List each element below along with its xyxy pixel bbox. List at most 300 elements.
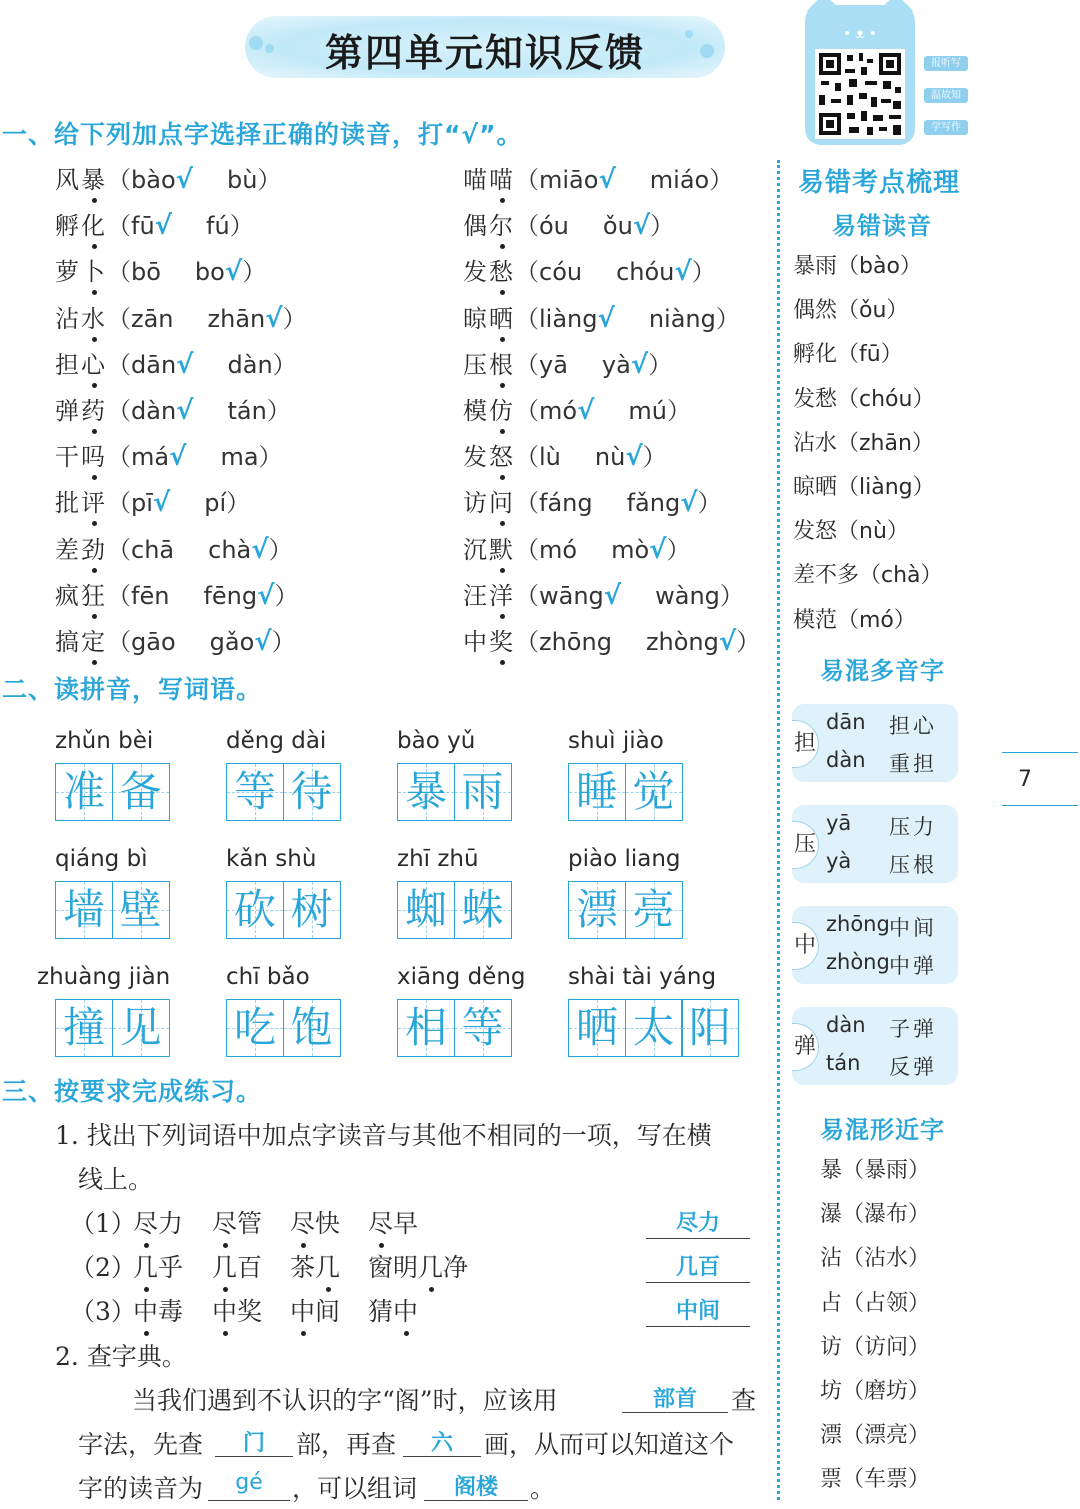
written-char: 撞	[62, 1003, 105, 1052]
reading-row	[55, 160, 281, 195]
option-b: zhān	[207, 304, 266, 333]
tick-mark: √	[603, 580, 622, 611]
word-char-dotted: 问	[489, 483, 515, 518]
word-char-dotted: 愁	[489, 252, 515, 287]
char-cell	[625, 881, 683, 939]
word-char-1: 晾	[463, 304, 489, 333]
q1-item-label: （1）	[70, 1209, 136, 1238]
option-b: fǎng	[626, 489, 681, 518]
paren-open: （	[107, 212, 131, 241]
word-rest: 乎	[158, 1253, 184, 1282]
reading-word	[463, 212, 515, 240]
option-a: fū	[131, 212, 155, 241]
option-b: mò	[611, 535, 650, 564]
paren-open: （	[515, 443, 539, 472]
option-b: chà	[208, 535, 252, 564]
q1-word	[212, 1292, 262, 1328]
word-char-1: 模	[463, 397, 489, 425]
word-char-1: 干	[55, 443, 81, 472]
reading-word	[463, 258, 515, 286]
written-char: 墙	[62, 885, 105, 934]
word-char-dotted: 心	[81, 345, 107, 380]
polyphone-card	[792, 906, 958, 984]
reading-word	[463, 489, 515, 517]
paren-open: （	[107, 166, 131, 194]
paren-close: ）	[719, 581, 744, 610]
written-char: 觉	[632, 767, 675, 816]
paren-open: （	[107, 397, 131, 425]
dotted-char: 几	[418, 1248, 443, 1284]
reading-item: 暴雨（bào）	[793, 254, 922, 279]
paren-close: ）	[242, 258, 267, 287]
word-char-1: 沾	[55, 304, 81, 333]
word-rest: 毒	[158, 1297, 184, 1326]
option-a: má	[131, 443, 170, 472]
char-boxes	[226, 763, 341, 821]
reading-row	[55, 576, 298, 611]
written-char: 漂	[575, 885, 618, 934]
written-char: 饱	[290, 1003, 333, 1052]
word-2: 中弹	[889, 954, 937, 978]
pinyin-label: chī bǎo	[226, 964, 310, 990]
char-cell	[681, 999, 739, 1057]
char-cell	[112, 999, 170, 1057]
pinyin-label: xiāng děng	[397, 964, 526, 990]
similar-char-item: 漂（漂亮）	[820, 1423, 931, 1449]
reading-row	[55, 299, 307, 334]
q2-line2-text-c: 画，从而可以知道这个	[484, 1430, 735, 1459]
word-char-1: 汪	[463, 581, 489, 610]
reading-row	[55, 391, 291, 426]
word-char-1: 担	[55, 350, 81, 379]
option-a: lù	[539, 443, 561, 472]
option-a: chā	[131, 535, 175, 564]
reading-word	[463, 582, 515, 610]
word-char-dotted: 尔	[489, 206, 515, 241]
q1-word	[133, 1248, 183, 1284]
written-char: 阳	[688, 1003, 731, 1052]
paren-close: ）	[266, 397, 291, 425]
tick-mark: √	[257, 580, 275, 611]
word-char-1: 疯	[55, 581, 81, 610]
q1-word	[290, 1204, 340, 1240]
pinyin-2: zhòng	[826, 950, 890, 974]
reading-item: 模范（mó）	[793, 607, 916, 633]
q1-answer: 几百	[646, 1250, 750, 1283]
reading-word	[55, 628, 107, 656]
tick-mark: √	[598, 165, 616, 195]
char-cell	[397, 881, 455, 939]
pinyin-1: zhōng	[826, 912, 890, 936]
word-char-dotted: 评	[81, 483, 107, 518]
tick-mark: √	[152, 488, 171, 519]
similar-char-item: 票（车票）	[820, 1467, 931, 1493]
dotted-char: 尽	[212, 1204, 237, 1240]
paren-open: （	[515, 535, 539, 564]
pinyin-label: shài tài yáng	[568, 964, 717, 990]
polyphone-card	[792, 1007, 958, 1085]
reading-row	[55, 206, 254, 241]
section2-heading: 二、读拼音，写词语。	[2, 675, 263, 704]
word-rest: 净	[443, 1253, 469, 1282]
reading-row	[55, 437, 283, 472]
reading-word	[463, 443, 515, 471]
section1-heading: 一、给下列加点字选择正确的读音，打“√”。	[2, 120, 523, 149]
q2-line2-text-b: 部，再查	[296, 1430, 397, 1459]
page-number: 7	[1002, 752, 1078, 806]
tick-mark: √	[176, 396, 194, 426]
paren-open: （	[107, 258, 131, 287]
tick-mark: √	[680, 488, 698, 519]
char-cell	[397, 999, 455, 1057]
char-boxes	[397, 999, 512, 1057]
option-a: fēn	[131, 581, 170, 610]
word-2: 重担	[889, 752, 937, 776]
char-boxes	[568, 999, 739, 1057]
dotted-char: 猜	[368, 1297, 394, 1326]
tick-mark: √	[176, 349, 194, 380]
polyphone-char: 中	[792, 922, 819, 970]
tick-mark: √	[649, 534, 667, 565]
polyphone-char: 弹	[792, 1023, 819, 1071]
written-char: 备	[119, 767, 162, 816]
written-char: 树	[290, 885, 333, 934]
char-cell	[454, 763, 512, 821]
paren-open: （	[515, 581, 539, 610]
q2-line3-text-c: 。	[530, 1474, 556, 1503]
page-header	[245, 8, 725, 86]
paren-close: ）	[282, 304, 307, 333]
reading-item: 发怒（nù）	[793, 519, 909, 545]
tick-mark: √	[630, 349, 649, 380]
paren-open: （	[515, 397, 539, 425]
tick-mark: √	[169, 442, 187, 473]
reading-word	[55, 489, 107, 517]
reading-word	[55, 305, 107, 333]
paren-open: （	[107, 628, 131, 656]
qr-code[interactable]	[815, 49, 905, 139]
reading-row	[55, 345, 297, 380]
q2-line1-text-b: 查	[731, 1386, 757, 1415]
option-b: mú	[628, 397, 667, 425]
paren-close: ）	[226, 489, 251, 518]
reading-word	[55, 212, 107, 240]
word-char-1: 喵	[463, 166, 489, 194]
q1-word	[133, 1204, 183, 1240]
reading-word	[463, 166, 515, 194]
char-cell	[283, 999, 341, 1057]
dotted-char: 窗明	[368, 1253, 419, 1282]
paren-close: ）	[667, 397, 691, 425]
word-char-dotted: 定	[81, 622, 107, 657]
word-char-1: 弹	[55, 397, 81, 425]
option-a: miāo	[539, 166, 599, 194]
bear-ear-left	[806, 0, 843, 30]
option-b: fēng	[203, 581, 258, 610]
option-a: fáng	[539, 489, 593, 518]
written-char: 砍	[233, 885, 276, 934]
q2-answer-strokes: 六	[403, 1426, 481, 1457]
reading-row	[463, 483, 722, 518]
word-char-1: 访	[463, 489, 489, 518]
similar-char-item: 坊（磨坊）	[820, 1379, 931, 1404]
dotted-char: 中	[212, 1292, 237, 1328]
written-char: 亮	[632, 885, 675, 934]
reading-row	[463, 576, 744, 611]
dotted-char: 中	[290, 1292, 315, 1328]
word-char-dotted: 洋	[489, 576, 515, 611]
reading-row	[463, 160, 733, 195]
word-char-dotted: 根	[489, 345, 515, 380]
polyphone-char: 压	[792, 821, 819, 869]
written-char: 等	[233, 767, 276, 816]
tick-mark: √	[175, 165, 193, 195]
written-char: 准	[62, 767, 105, 816]
reading-item: 偶然（ǒu）	[793, 298, 909, 324]
word-char-1: 萝	[55, 258, 81, 287]
option-a: pī	[131, 489, 153, 518]
option-a: mó	[539, 535, 578, 564]
q2-line3-text-a: 字的读音为	[78, 1474, 204, 1503]
q1-answer: 中间	[646, 1294, 750, 1327]
tick-mark: √	[251, 534, 269, 565]
char-cell	[625, 763, 683, 821]
reading-item: 差不多（chà）	[793, 563, 943, 589]
char-cell	[568, 881, 626, 939]
pinyin-label: shuì jiào	[568, 728, 664, 754]
word-char-1: 发	[463, 443, 489, 472]
dotted-char: 中	[133, 1292, 158, 1328]
word-rest: 快	[315, 1209, 341, 1238]
tick-mark: √	[577, 396, 595, 426]
word-1: 压力	[889, 815, 937, 839]
q1-word	[212, 1248, 262, 1284]
word-char-1: 搞	[55, 628, 81, 656]
q1-word	[368, 1292, 418, 1328]
sidebar-title: 易错考点梳理	[798, 168, 961, 198]
word-2: 反弹	[889, 1055, 937, 1079]
q1-answer: 尽力	[646, 1206, 750, 1239]
option-a: cóu	[539, 258, 583, 287]
char-cell	[226, 999, 284, 1057]
char-cell	[454, 881, 512, 939]
char-cell	[112, 763, 170, 821]
word-rest: 早	[393, 1209, 419, 1238]
paren-open: （	[515, 304, 539, 333]
written-char: 见	[119, 1003, 162, 1052]
word-char-dotted: 默	[489, 530, 515, 565]
word-char-dotted: 奖	[489, 622, 515, 657]
char-cell	[283, 763, 341, 821]
char-cell	[454, 999, 512, 1057]
written-char: 雨	[461, 767, 504, 816]
option-b: dàn	[227, 350, 273, 379]
word-char-1: 压	[463, 350, 489, 379]
option-a: dàn	[131, 397, 177, 425]
paren-close: ）	[650, 212, 675, 241]
dotted-char: 尽	[133, 1204, 158, 1240]
dotted-char: 几	[212, 1248, 237, 1284]
word-rest: 奖	[237, 1297, 263, 1326]
paren-close: ）	[268, 535, 293, 564]
option-b: ǒu	[602, 212, 633, 241]
reading-word	[463, 536, 515, 564]
written-char: 吃	[233, 1003, 276, 1052]
option-a: wāng	[539, 581, 604, 610]
polyphone-card	[792, 704, 958, 782]
reading-item: 发愁（chóu）	[793, 386, 935, 412]
word-char-dotted: 药	[81, 391, 107, 426]
option-b: yà	[601, 350, 631, 379]
polyphone-char: 担	[792, 720, 819, 768]
pinyin-label: zhuàng jiàn	[37, 964, 171, 990]
option-b: zhòng	[645, 628, 719, 656]
word-char-dotted: 水	[81, 299, 107, 334]
char-boxes	[55, 999, 170, 1057]
reading-row	[463, 345, 672, 380]
option-b: wàng	[655, 581, 720, 610]
bear-face-icon: • ᴥ •	[843, 26, 877, 42]
paren-close: ）	[715, 304, 740, 333]
similar-char-item: 访（访问）	[820, 1334, 931, 1360]
written-char: 蜘	[404, 885, 447, 934]
char-boxes	[568, 881, 683, 939]
q2-answer-pinyin: gé	[208, 1470, 290, 1501]
reading-row	[55, 530, 293, 565]
dotted-char: 中	[393, 1292, 418, 1328]
written-char: 太	[632, 1003, 675, 1052]
option-a: gāo	[131, 628, 176, 656]
similar-char-item: 占（占领）	[820, 1290, 931, 1316]
word-rest: 间	[315, 1297, 341, 1326]
char-cell	[568, 763, 626, 821]
dotted-char: 几	[133, 1248, 158, 1284]
char-cell	[55, 881, 113, 939]
pinyin-2: dàn	[826, 748, 866, 772]
page-title: 第四单元知识反馈	[324, 31, 645, 75]
word-char-dotted: 卜	[81, 252, 107, 287]
pinyin-1: dān	[826, 710, 866, 734]
paren-close: ）	[736, 628, 761, 656]
char-cell	[226, 881, 284, 939]
word-char-1: 发	[463, 258, 489, 287]
char-cell	[226, 763, 284, 821]
reading-word	[55, 258, 107, 286]
char-cell	[625, 999, 683, 1057]
written-char: 壁	[119, 885, 162, 934]
option-a: yā	[539, 350, 568, 379]
word-char-dotted: 狂	[81, 576, 107, 611]
tick-mark: √	[632, 211, 651, 242]
section3-heading: 三、按要求完成练习。	[2, 1077, 263, 1106]
option-b: bo	[194, 258, 225, 287]
pinyin-label: zhī zhū	[397, 846, 479, 872]
word-char-dotted: 暴	[81, 160, 107, 195]
reading-row	[463, 391, 691, 426]
pinyin-label: děng dài	[226, 728, 327, 754]
dotted-char: 尽	[368, 1204, 393, 1240]
char-cell	[283, 881, 341, 939]
written-char: 待	[290, 767, 333, 816]
tick-mark: √	[265, 303, 283, 334]
q1-instruction-line1: 1. 找出下列词语中加点字读音与其他不相同的一项，写在横	[55, 1121, 712, 1150]
reading-row	[463, 252, 716, 287]
tick-mark: √	[254, 627, 272, 657]
char-boxes	[226, 881, 341, 939]
pinyin-1: yā	[826, 811, 852, 835]
option-a: bào	[131, 166, 176, 194]
word-char-dotted: 晒	[489, 299, 515, 334]
option-a: zhōng	[539, 628, 612, 656]
qr-code-icon	[815, 49, 905, 139]
written-char: 暴	[404, 767, 447, 816]
option-a: dān	[131, 350, 177, 379]
paren-open: （	[515, 628, 539, 656]
pinyin-label: piào liang	[568, 846, 681, 872]
paren-close: ）	[257, 166, 282, 194]
option-b: ma	[220, 443, 259, 472]
reading-row	[463, 206, 674, 241]
reading-word	[463, 397, 515, 425]
sidebar-sub-similar-chars: 易混形近字	[820, 1116, 945, 1144]
written-char: 晒	[575, 1003, 618, 1052]
pinyin-2: yà	[826, 849, 852, 873]
paren-open: （	[107, 581, 131, 610]
tick-mark: √	[674, 257, 692, 288]
paren-open: （	[515, 350, 539, 379]
tick-mark: √	[154, 211, 173, 242]
pinyin-1: dàn	[826, 1013, 866, 1037]
paren-close: ）	[709, 166, 734, 194]
option-a: mó	[539, 397, 578, 425]
word-char-dotted: 吗	[81, 437, 107, 472]
char-cell	[568, 999, 626, 1057]
char-cell	[55, 999, 113, 1057]
reading-word	[463, 628, 515, 656]
option-a: bō	[131, 258, 161, 287]
word-char-1: 差	[55, 535, 81, 564]
reading-word	[55, 536, 107, 564]
q2-answer-word: 阁楼	[424, 1470, 528, 1501]
reading-row	[463, 530, 690, 565]
reading-row	[55, 483, 250, 518]
word-char-dotted: 劲	[81, 530, 107, 565]
reading-word	[55, 397, 107, 425]
word-char-dotted: 化	[81, 206, 107, 241]
char-boxes	[568, 763, 683, 821]
q2-line3-text-b: ，可以组词	[292, 1474, 418, 1503]
reading-row	[463, 622, 760, 657]
similar-char-item: 暴（暴雨）	[820, 1158, 931, 1183]
sidebar-sub-polyphones: 易混多音字	[820, 657, 945, 685]
tick-mark: √	[597, 303, 615, 334]
qr-tag-dictation: 报听写	[924, 56, 968, 71]
written-char: 相	[404, 1003, 447, 1052]
char-boxes	[226, 999, 341, 1057]
option-b: tán	[227, 397, 267, 425]
reading-row	[463, 299, 740, 334]
char-cell	[112, 881, 170, 939]
paren-close: ）	[274, 581, 299, 610]
word-rest: 管	[237, 1209, 263, 1238]
qr-card	[805, 5, 915, 145]
word-char-dotted: 喵	[489, 160, 515, 195]
q1-instruction-line2: 线上。	[78, 1165, 154, 1194]
q1-word	[290, 1248, 340, 1284]
sidebar-sub-readings: 易错读音	[832, 212, 932, 240]
word-rest: 百	[237, 1253, 263, 1282]
word-char-1: 孵	[55, 212, 81, 241]
